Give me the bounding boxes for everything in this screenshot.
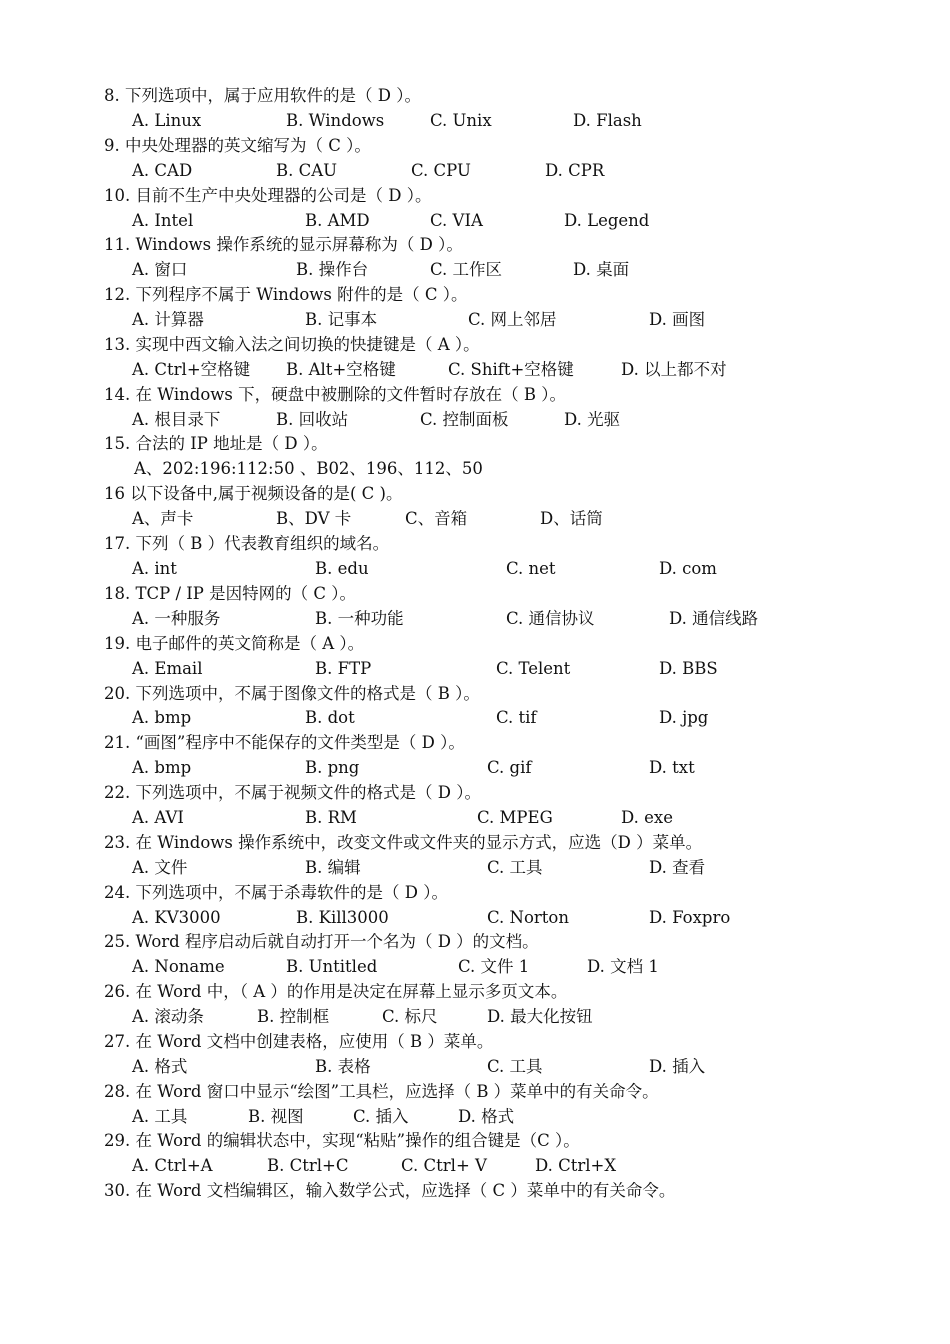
option-a: A、202:196:112:50 、B02、196、112、50 — [134, 459, 483, 478]
option-c: C. 插入 — [353, 1107, 409, 1126]
option-b: B. png — [305, 758, 360, 777]
option-a: A. 一种服务 — [132, 609, 221, 628]
option-b: B. 记事本 — [305, 310, 378, 329]
option-c: C. tif — [496, 708, 537, 727]
option-a: A. Ctrl+空格键 — [132, 360, 251, 379]
question-10: 10. 目前不生产中央处理器的公司是（ D ）。 — [104, 186, 432, 205]
option-b: B、DV 卡 — [276, 509, 352, 528]
option-c: C. Telent — [496, 659, 571, 678]
option-d: D. txt — [649, 758, 695, 777]
option-c: C. 工作区 — [430, 260, 503, 279]
question-30: 30. 在 Word 文档编辑区，输入数学公式，应选择（ C ）菜单中的有关命令。 — [104, 1181, 676, 1200]
option-d: D. BBS — [659, 659, 718, 678]
option-c: C. 通信协议 — [506, 609, 595, 628]
option-c: C. CPU — [411, 161, 471, 180]
option-d: D. 画图 — [649, 310, 706, 329]
option-d: D. 以上都不对 — [621, 360, 727, 379]
question-23: 23. 在 Windows 操作系统中，改变文件或文件夹的显示方式，应选（D ）菜单。 — [104, 833, 703, 852]
question-15: 15. 合法的 IP 地址是（ D ）。 — [104, 434, 328, 453]
option-d: D. jpg — [659, 708, 709, 727]
option-d: D. 光驱 — [564, 410, 621, 429]
option-d: D. 文档 1 — [587, 957, 659, 976]
question-13: 13. 实现中西文输入法之间切换的快捷键是（ A ）。 — [104, 335, 480, 354]
question-22: 22. 下列选项中，不属于视频文件的格式是（ D ）。 — [104, 783, 481, 802]
question-16: 16 以下设备中,属于视频设备的是( C )。 — [104, 484, 403, 503]
option-d: D. 查看 — [649, 858, 706, 877]
option-d: D、话筒 — [540, 509, 603, 528]
option-c: C. MPEG — [477, 808, 553, 827]
question-21: 21. “画图”程序中不能保存的文件类型是（ D ）。 — [104, 733, 465, 752]
option-b: B. Alt+空格键 — [286, 360, 396, 379]
option-d: D. exe — [621, 808, 673, 827]
question-29: 29. 在 Word 的编辑状态中，实现“粘贴”操作的组合键是（C ）。 — [104, 1131, 580, 1150]
option-b: B. 编辑 — [305, 858, 361, 877]
option-a: A. 文件 — [132, 858, 188, 877]
option-d: D. Legend — [564, 211, 650, 230]
option-d: D. Flash — [573, 111, 642, 130]
question-25: 25. Word 程序启动后就自动打开一个名为（ D ）的文档。 — [104, 932, 539, 951]
option-c: C. VIA — [430, 211, 483, 230]
option-d: D. 桌面 — [573, 260, 630, 279]
option-a: A. Intel — [132, 211, 194, 230]
option-b: B. 控制框 — [257, 1007, 330, 1026]
option-a: A. 窗口 — [132, 260, 188, 279]
option-b: B. FTP — [315, 659, 372, 678]
option-b: B. Windows — [286, 111, 385, 130]
question-28: 28. 在 Word 窗口中显示“绘图”工具栏，应选择（ B ）菜单中的有关命令。 — [104, 1082, 659, 1101]
option-b: B. Kill3000 — [296, 908, 389, 927]
option-b: B. 表格 — [315, 1057, 371, 1076]
option-c: C. 标尺 — [382, 1007, 438, 1026]
option-a: A. Ctrl+A — [132, 1156, 213, 1175]
option-b: B. Ctrl+C — [267, 1156, 349, 1175]
option-d: D. 插入 — [649, 1057, 706, 1076]
option-a: A. 滚动条 — [132, 1007, 204, 1026]
option-b: B. 回收站 — [276, 410, 349, 429]
option-c: C. 工具 — [487, 858, 543, 877]
option-c: C. 文件 1 — [458, 957, 530, 976]
option-a: A. KV3000 — [132, 908, 221, 927]
option-a: A. bmp — [132, 708, 192, 727]
option-b: B. edu — [315, 559, 369, 578]
option-c: C. 工具 — [487, 1057, 543, 1076]
option-a: A. 格式 — [132, 1057, 188, 1076]
option-c: C. 网上邻居 — [468, 310, 557, 329]
option-b: B. 一种功能 — [315, 609, 404, 628]
option-b: B. AMD — [305, 211, 370, 230]
option-d: D. 最大化按钮 — [487, 1007, 593, 1026]
option-b: B. RM — [305, 808, 357, 827]
option-b: B. 视图 — [248, 1107, 304, 1126]
question-14: 14. 在 Windows 下，硬盘中被删除的文件暂时存放在（ B ）。 — [104, 385, 566, 404]
question-11: 11. Windows 操作系统的显示屏幕称为（ D ）。 — [104, 235, 463, 254]
option-a: A. 计算器 — [132, 310, 204, 329]
question-8: 8. 下列选项中，属于应用软件的是（ D ）。 — [104, 86, 421, 105]
option-c: C、音箱 — [405, 509, 468, 528]
question-19: 19. 电子邮件的英文简称是（ A ）。 — [104, 634, 365, 653]
option-d: D. CPR — [545, 161, 605, 180]
question-9: 9. 中央处理器的英文缩写为（ C ）。 — [104, 136, 371, 155]
question-24: 24. 下列选项中，不属于杀毒软件的是（ D ）。 — [104, 883, 448, 902]
option-c: C. Unix — [430, 111, 492, 130]
question-17: 17. 下列（ B ）代表教育组织的域名。 — [104, 534, 390, 553]
option-a: A. AVI — [132, 808, 184, 827]
option-c: C. net — [506, 559, 556, 578]
question-27: 27. 在 Word 文档中创建表格，应使用（ B ）菜单。 — [104, 1032, 494, 1051]
option-b: B. Untitled — [286, 957, 378, 976]
option-c: C. 控制面板 — [420, 410, 509, 429]
option-d: D. Ctrl+X — [535, 1156, 617, 1175]
option-d: D. Foxpro — [649, 908, 731, 927]
option-a: A. int — [132, 559, 177, 578]
option-a: A、声卡 — [132, 509, 194, 528]
question-18: 18. TCP / IP 是因特网的（ C ）。 — [104, 584, 356, 603]
option-c: C. Ctrl+ V — [401, 1156, 487, 1175]
option-c: C. gif — [487, 758, 532, 777]
question-26: 26. 在 Word 中，（ A ）的作用是决定在屏幕上显示多页文本。 — [104, 982, 568, 1001]
question-20: 20. 下列选项中，不属于图像文件的格式是（ B ）。 — [104, 684, 480, 703]
option-a: A. CAD — [132, 161, 193, 180]
option-a: A. 根目录下 — [132, 410, 221, 429]
option-c: C. Norton — [487, 908, 569, 927]
option-a: A. bmp — [132, 758, 192, 777]
option-d: D. 通信线路 — [669, 609, 759, 628]
option-a: A. 工具 — [132, 1107, 188, 1126]
option-a: A. Email — [132, 659, 203, 678]
option-b: B. 操作台 — [296, 260, 369, 279]
option-b: B. dot — [305, 708, 355, 727]
option-a: A. Linux — [132, 111, 202, 130]
question-12: 12. 下列程序不属于 Windows 附件的是（ C ）。 — [104, 285, 468, 304]
option-a: A. Noname — [132, 957, 225, 976]
option-d: D. 格式 — [458, 1107, 515, 1126]
option-b: B. CAU — [276, 161, 338, 180]
option-c: C. Shift+空格键 — [448, 360, 574, 379]
option-d: D. com — [659, 559, 717, 578]
